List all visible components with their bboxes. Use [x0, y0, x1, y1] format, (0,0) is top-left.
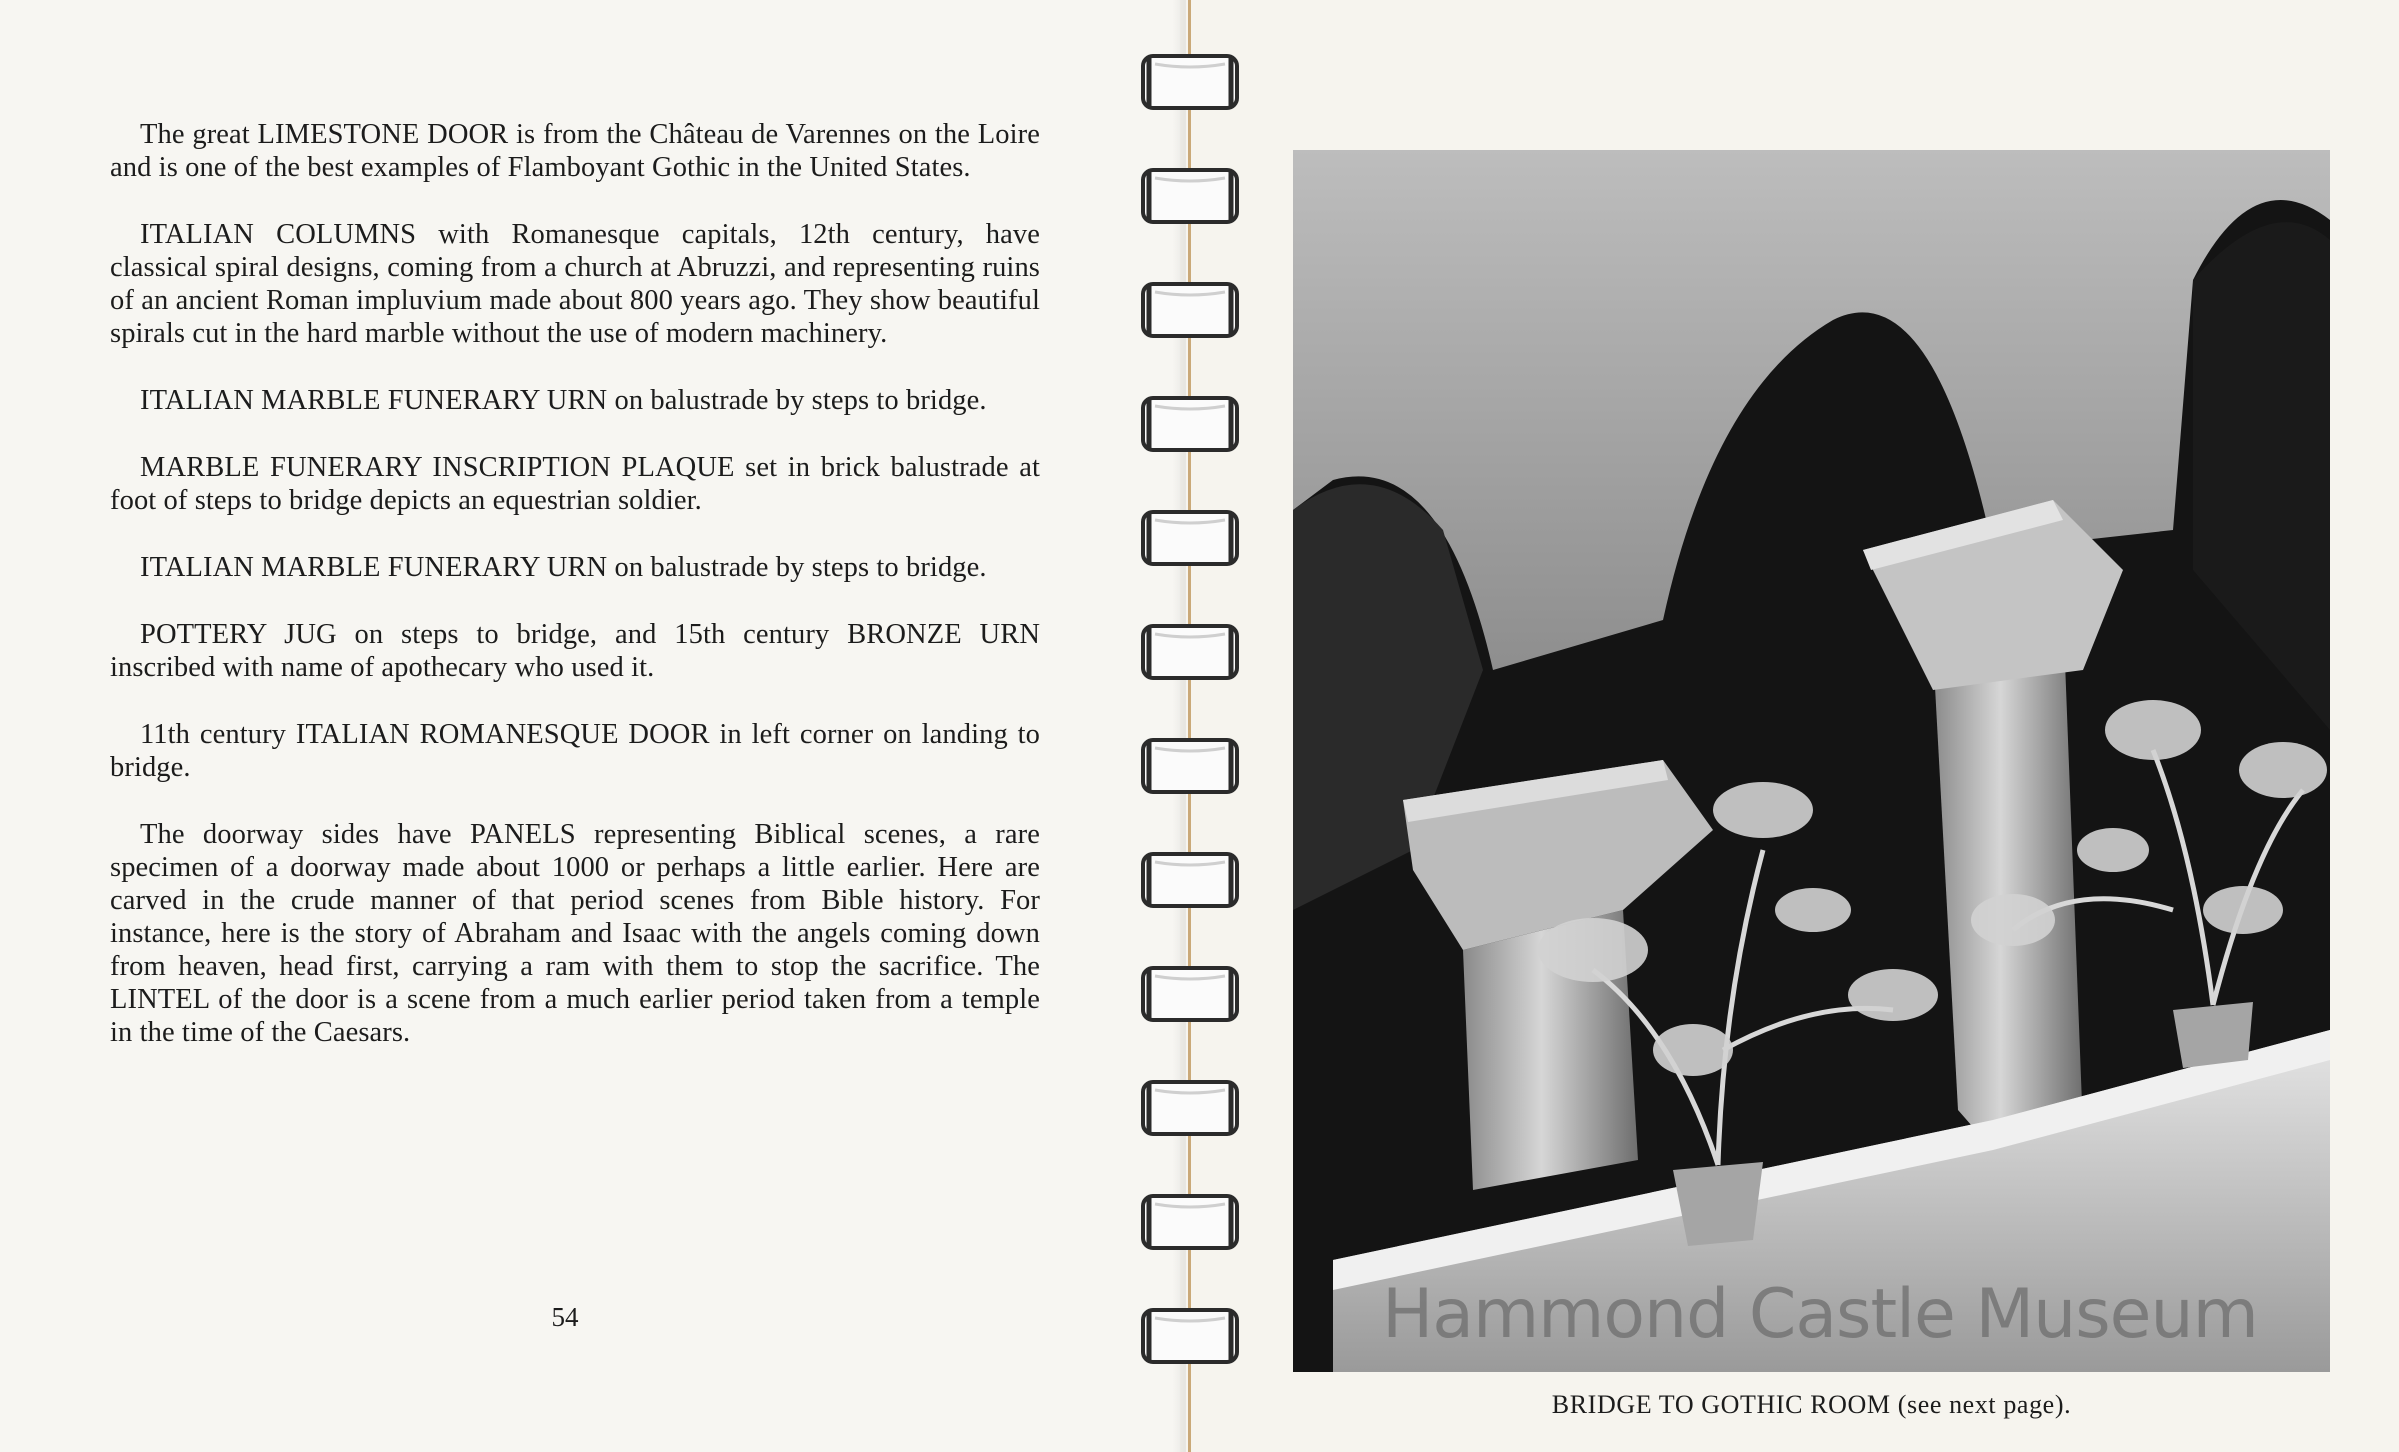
paragraph-pottery-jug: POTTERY JUG on steps to bridge, and 15th century BRONZE URN inscribed with name of apothecary who used it. — [110, 619, 1040, 683]
binding-ring-icon — [1135, 1076, 1245, 1140]
spiral-binding — [1135, 50, 1245, 1380]
binding-ring-icon — [1135, 962, 1245, 1026]
paragraph-italian-columns: ITALIAN COLUMNS with Romanesque capitals, 12th century, have classical spiral designs, coming from a church at Abruzzi, and representing ruins of an ancient Roman impluvium made about 800 years ago. They show beautiful spirals cut in the hard marble without the use of modern machinery. — [110, 219, 1040, 349]
paragraph-doorway-panels: The doorway sides have PANELS representing Biblical scenes, a rare specimen of a doorway made about 1000 or perhaps a little earlier. Here are carved in the crude manner of that period scenes from Bible history. For instance, here is the story of Abraham and Isaac with the angels coming down from heaven, head first, carrying a ram with them to stop the sacrifice. The LINTEL of the door is a scene from a much earlier period taken from a temple in the time of the Caesars. — [110, 819, 1040, 1048]
binding-ring-icon — [1135, 392, 1245, 456]
photo-bridge-to-gothic-room — [1293, 150, 2330, 1372]
watermark-text: Hammond Castle Museum — [1382, 1275, 2258, 1354]
binding-ring-icon — [1135, 164, 1245, 228]
paragraph-funerary-urn-1: ITALIAN MARBLE FUNERARY URN on balustrade by steps to bridge. — [140, 385, 987, 416]
binding-ring-icon — [1135, 620, 1245, 684]
binding-ring-icon — [1135, 50, 1245, 114]
page-number: 54 — [551, 1302, 579, 1332]
binding-ring-icon — [1135, 734, 1245, 798]
photo-caption: BRIDGE TO GOTHIC ROOM (see next page). — [1551, 1390, 2072, 1419]
text-column — [110, 118, 1040, 1083]
binding-ring-icon — [1135, 278, 1245, 342]
binding-ring-icon — [1135, 506, 1245, 570]
binding-ring-icon — [1135, 1190, 1245, 1254]
binding-ring-icon — [1135, 848, 1245, 912]
binding-ring-icon — [1135, 1304, 1245, 1368]
paragraph-limestone-door: The great LIMESTONE DOOR is from the Château de Varennes on the Loire and is one of the best examples of Flamboyant Gothic in the United States. — [110, 119, 1040, 183]
photo-illustration — [1293, 150, 2330, 1372]
paragraph-funerary-urn-2: ITALIAN MARBLE FUNERARY URN on balustrade by steps to bridge. — [140, 552, 987, 583]
paragraph-romanesque-door: 11th century ITALIAN ROMANESQUE DOOR in left corner on landing to bridge. — [110, 719, 1040, 783]
paragraph-inscription-plaque: MARBLE FUNERARY INSCRIPTION PLAQUE set in brick balustrade at foot of steps to bridge depicts an equestrian soldier. — [110, 452, 1040, 516]
